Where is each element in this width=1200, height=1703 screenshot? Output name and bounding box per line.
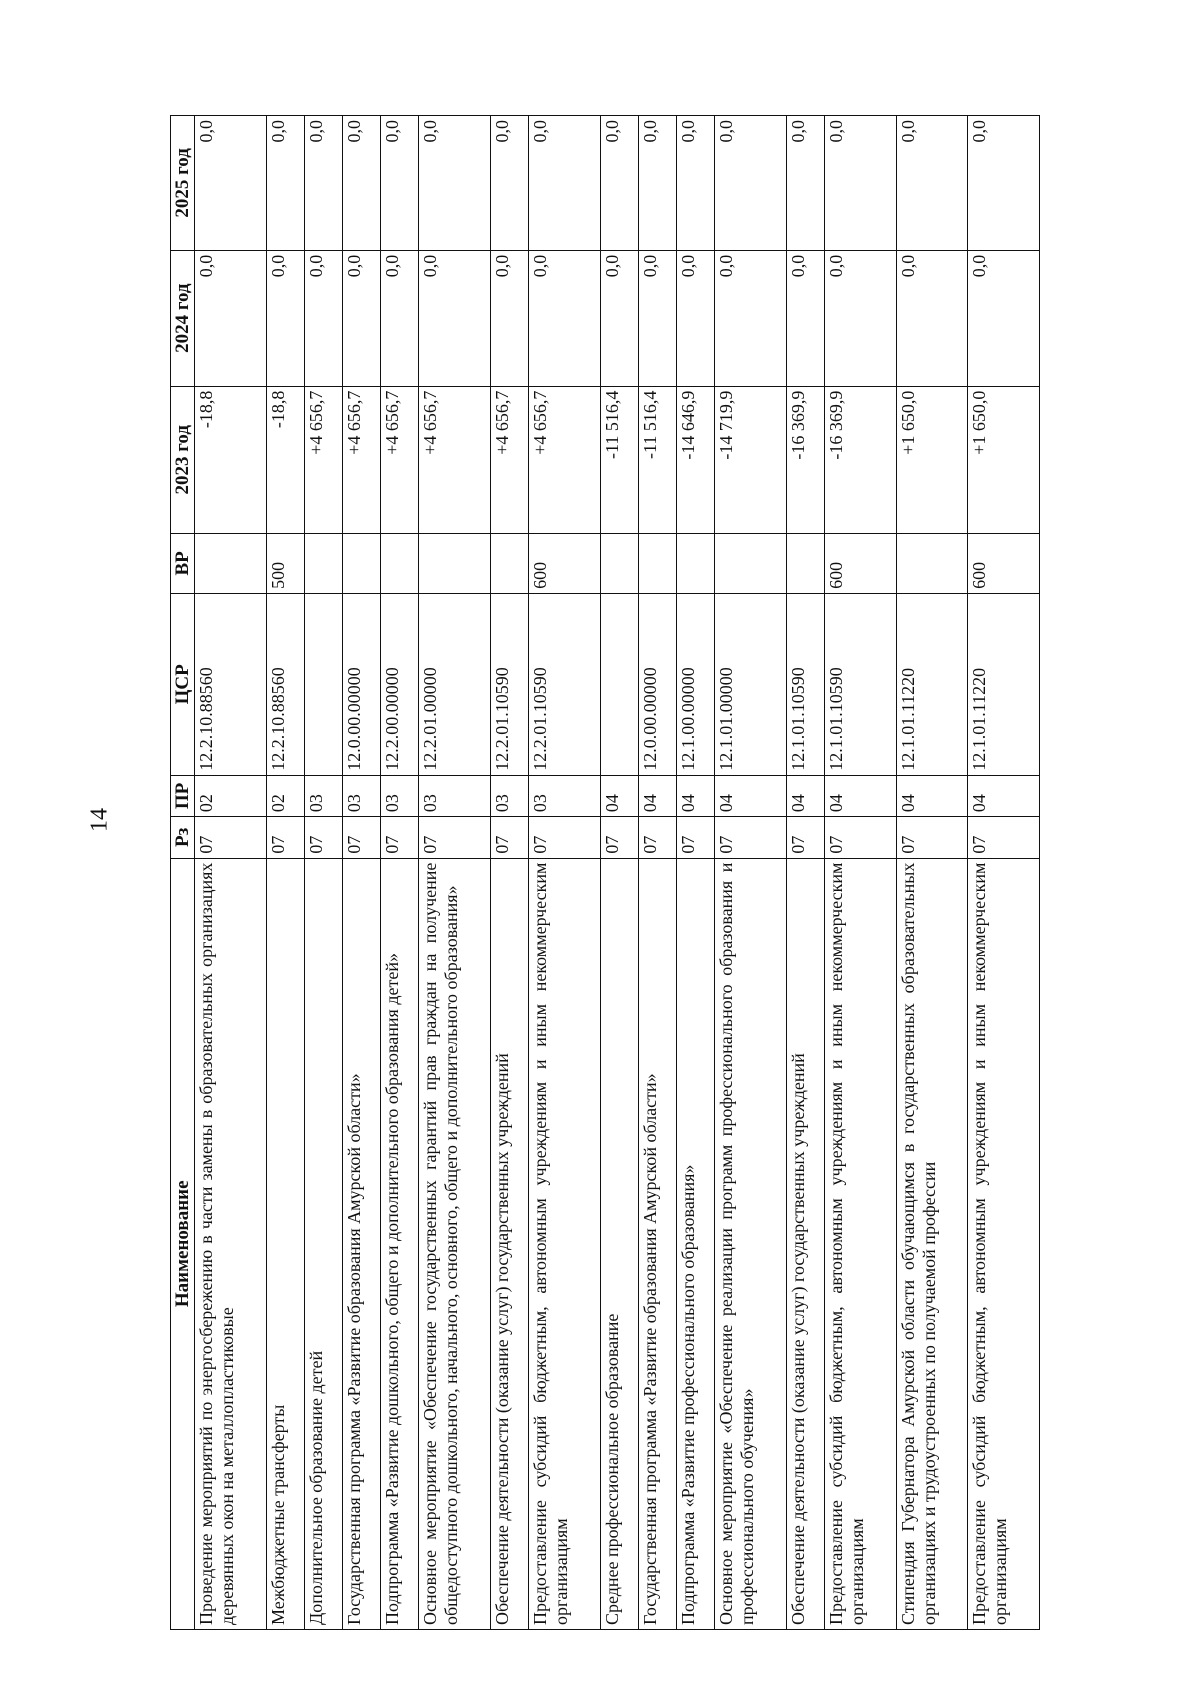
row-2024-cell: 0,0 [638, 250, 676, 386]
row-2024-cell: 0,0 [490, 250, 528, 386]
row-2023-cell: -11 516,4 [638, 386, 676, 533]
header-name: Наименование [171, 858, 195, 1629]
budget-table [170, 115, 1040, 1630]
row-csr-cell: 12.2.01.10590 [490, 593, 528, 775]
row-pr-cell: 03 [529, 775, 601, 816]
row-2024-cell: 0,0 [896, 250, 968, 386]
row-2025-cell: 0,0 [266, 116, 304, 251]
row-name-cell: Предоставление субсидий бюджетным, автономным учреждениям и иным некоммерческим организациям [825, 858, 897, 1629]
row-rz-cell: 07 [529, 817, 601, 858]
table-row [715, 116, 787, 1630]
row-rz-cell: 07 [490, 817, 528, 858]
table-header-row [171, 116, 195, 1630]
row-2024-cell: 0,0 [825, 250, 897, 386]
row-csr-cell: 12.2.10.88560 [266, 593, 304, 775]
row-pr-cell: 03 [342, 775, 380, 816]
row-2025-cell: 0,0 [715, 116, 787, 251]
row-pr-cell: 03 [304, 775, 342, 816]
row-2023-cell: +4 656,7 [529, 386, 601, 533]
row-2024-cell: 0,0 [529, 250, 601, 386]
row-name-cell: Обеспечение деятельности (оказание услуг) государственных учреждений [490, 858, 528, 1629]
row-pr-cell: 04 [600, 775, 638, 816]
row-vr-cell [419, 533, 491, 593]
row-vr-cell [342, 533, 380, 593]
row-vr-cell [490, 533, 528, 593]
row-name-cell: Обеспечение деятельности (оказание услуг) государственных учреждений [786, 858, 824, 1629]
row-rz-cell: 07 [342, 817, 380, 858]
row-2024-cell: 0,0 [419, 250, 491, 386]
row-csr-cell: 12.1.01.11220 [968, 593, 1040, 775]
row-vr-cell [638, 533, 676, 593]
table-row [342, 116, 380, 1630]
row-name-cell: Государственная программа «Развитие образования Амурской области» [638, 858, 676, 1629]
row-2025-cell: 0,0 [529, 116, 601, 251]
row-csr-cell: 12.1.01.10590 [786, 593, 824, 775]
row-2025-cell: 0,0 [195, 116, 267, 251]
row-2025-cell: 0,0 [490, 116, 528, 251]
row-pr-cell: 04 [825, 775, 897, 816]
row-name-cell: Предоставление субсидий бюджетным, автономным учреждениям и иным некоммерческим организациям [529, 858, 601, 1629]
table-row [968, 116, 1040, 1630]
table-row [786, 116, 824, 1630]
table-body [195, 116, 1040, 1630]
row-2025-cell: 0,0 [677, 116, 715, 251]
row-rz-cell: 07 [419, 817, 491, 858]
row-2025-cell: 0,0 [381, 116, 419, 251]
table-row [266, 116, 304, 1630]
row-csr-cell: 12.2.00.00000 [381, 593, 419, 775]
row-2023-cell: -11 516,4 [600, 386, 638, 533]
header-vr: ВР [171, 533, 195, 593]
row-2023-cell: +4 656,7 [304, 386, 342, 533]
row-pr-cell: 04 [896, 775, 968, 816]
row-name-cell: Предоставление субсидий бюджетным, автономным учреждениям и иным некоммерческим организациям [968, 858, 1040, 1629]
row-csr-cell: 12.0.00.00000 [342, 593, 380, 775]
row-csr-cell: 12.0.00.00000 [638, 593, 676, 775]
row-name-cell: Проведение мероприятий по энергосбережению в части замены в образовательных организациях деревянных окон на металлопластиковые [195, 858, 267, 1629]
row-vr-cell: 600 [529, 533, 601, 593]
row-2024-cell: 0,0 [677, 250, 715, 386]
row-2024-cell: 0,0 [786, 250, 824, 386]
row-2023-cell: +1 650,0 [896, 386, 968, 533]
row-vr-cell [304, 533, 342, 593]
row-2025-cell: 0,0 [825, 116, 897, 251]
row-csr-cell: 12.2.01.10590 [529, 593, 601, 775]
row-pr-cell: 02 [266, 775, 304, 816]
row-vr-cell [715, 533, 787, 593]
row-pr-cell: 04 [968, 775, 1040, 816]
rotated-table-frame [170, 115, 1040, 1630]
row-2023-cell: +1 650,0 [968, 386, 1040, 533]
header-2023: 2023 год [171, 386, 195, 533]
row-2024-cell: 0,0 [968, 250, 1040, 386]
row-csr-cell: 12.2.01.00000 [419, 593, 491, 775]
row-2025-cell: 0,0 [342, 116, 380, 251]
row-csr-cell: 12.1.01.10590 [825, 593, 897, 775]
row-vr-cell [896, 533, 968, 593]
page-number: 14 [86, 808, 113, 832]
row-csr-cell [600, 593, 638, 775]
row-pr-cell: 03 [381, 775, 419, 816]
table-row [490, 116, 528, 1630]
row-2024-cell: 0,0 [195, 250, 267, 386]
row-2024-cell: 0,0 [342, 250, 380, 386]
row-2023-cell: +4 656,7 [419, 386, 491, 533]
row-vr-cell [677, 533, 715, 593]
row-2025-cell: 0,0 [968, 116, 1040, 251]
row-vr-cell [786, 533, 824, 593]
row-2025-cell: 0,0 [786, 116, 824, 251]
row-2024-cell: 0,0 [715, 250, 787, 386]
row-vr-cell: 600 [968, 533, 1040, 593]
header-csr: ЦСР [171, 593, 195, 775]
row-2025-cell: 0,0 [896, 116, 968, 251]
row-name-cell: Государственная программа «Развитие образования Амурской области» [342, 858, 380, 1629]
header-pr: ПР [171, 775, 195, 816]
row-2023-cell: -16 369,9 [825, 386, 897, 533]
header-rz: Рз [171, 817, 195, 858]
row-csr-cell [304, 593, 342, 775]
header-2024: 2024 год [171, 250, 195, 386]
table-row [304, 116, 342, 1630]
row-csr-cell: 12.1.01.11220 [896, 593, 968, 775]
row-2025-cell: 0,0 [638, 116, 676, 251]
row-vr-cell [600, 533, 638, 593]
row-vr-cell: 600 [825, 533, 897, 593]
row-2023-cell: -18,8 [266, 386, 304, 533]
row-name-cell: Межбюджетные трансферты [266, 858, 304, 1629]
table-row [638, 116, 676, 1630]
row-2023-cell: +4 656,7 [490, 386, 528, 533]
row-pr-cell: 04 [677, 775, 715, 816]
row-pr-cell: 04 [786, 775, 824, 816]
table-row [600, 116, 638, 1630]
row-2023-cell: +4 656,7 [342, 386, 380, 533]
row-rz-cell: 07 [968, 817, 1040, 858]
row-pr-cell: 04 [638, 775, 676, 816]
row-rz-cell: 07 [381, 817, 419, 858]
row-pr-cell: 03 [419, 775, 491, 816]
row-rz-cell: 07 [786, 817, 824, 858]
row-2024-cell: 0,0 [266, 250, 304, 386]
table-row [381, 116, 419, 1630]
table-row [195, 116, 267, 1630]
table-row [896, 116, 968, 1630]
row-rz-cell: 07 [638, 817, 676, 858]
row-name-cell: Подпрограмма «Развитие дошкольного, общего и дополнительного образования детей» [381, 858, 419, 1629]
row-name-cell: Дополнительное образование детей [304, 858, 342, 1629]
row-2024-cell: 0,0 [381, 250, 419, 386]
row-rz-cell: 07 [896, 817, 968, 858]
row-name-cell: Среднее профессиональное образование [600, 858, 638, 1629]
row-rz-cell: 07 [825, 817, 897, 858]
row-rz-cell: 07 [304, 817, 342, 858]
row-csr-cell: 12.2.10.88560 [195, 593, 267, 775]
row-2023-cell: +4 656,7 [381, 386, 419, 533]
row-2023-cell: -14 719,9 [715, 386, 787, 533]
row-2023-cell: -14 646,9 [677, 386, 715, 533]
row-csr-cell: 12.1.01.00000 [715, 593, 787, 775]
row-rz-cell: 07 [677, 817, 715, 858]
row-name-cell: Стипендия Губернатора Амурской области обучающимся в государственных образовательных организациях и трудоустроенных по получаемой профессии [896, 858, 968, 1629]
row-pr-cell: 03 [490, 775, 528, 816]
header-2025: 2025 год [171, 116, 195, 251]
row-rz-cell: 07 [195, 817, 267, 858]
row-pr-cell: 04 [715, 775, 787, 816]
row-2024-cell: 0,0 [304, 250, 342, 386]
table-row [419, 116, 491, 1630]
row-2025-cell: 0,0 [304, 116, 342, 251]
row-2023-cell: -16 369,9 [786, 386, 824, 533]
row-vr-cell: 500 [266, 533, 304, 593]
row-2024-cell: 0,0 [600, 250, 638, 386]
row-rz-cell: 07 [266, 817, 304, 858]
row-2025-cell: 0,0 [419, 116, 491, 251]
row-csr-cell: 12.1.00.00000 [677, 593, 715, 775]
row-2023-cell: -18,8 [195, 386, 267, 533]
row-name-cell: Основное мероприятие «Обеспечение реализации программ профессионального образования и профессионального обучения» [715, 858, 787, 1629]
row-vr-cell [381, 533, 419, 593]
row-rz-cell: 07 [600, 817, 638, 858]
row-pr-cell: 02 [195, 775, 267, 816]
row-name-cell: Основное мероприятие «Обеспечение государственных гарантий прав граждан на получение общедоступного дошкольного, начального, основного, общего и дополнительного образования» [419, 858, 491, 1629]
table-row [529, 116, 601, 1630]
row-2025-cell: 0,0 [600, 116, 638, 251]
row-name-cell: Подпрограмма «Развитие профессионального образования» [677, 858, 715, 1629]
row-rz-cell: 07 [715, 817, 787, 858]
row-vr-cell [195, 533, 267, 593]
table-row [677, 116, 715, 1630]
table-row [825, 116, 897, 1630]
